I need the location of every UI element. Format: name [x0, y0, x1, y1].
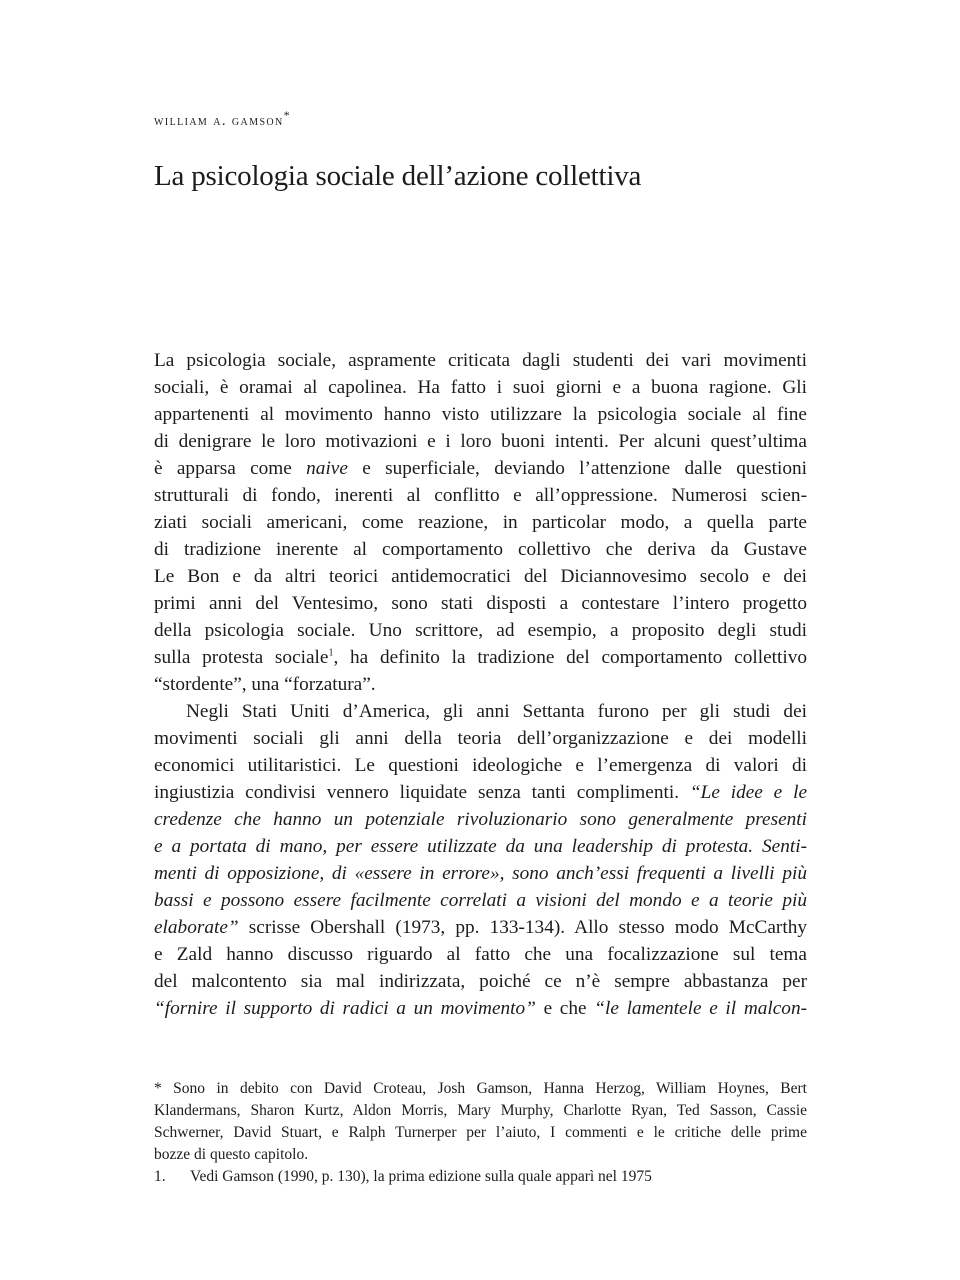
author-name: william a. gamson — [154, 112, 284, 129]
footnote-ref: 1 — [328, 647, 334, 659]
italic-text: e a portata di mano, per essere utilizzate da una leadership di protesta. Senti- — [154, 836, 807, 857]
body-line: movimenti sociali gli anni della teoria dell’organizzazione e dei modelli — [154, 728, 807, 749]
body-line — [154, 833, 807, 860]
body-line — [154, 995, 807, 1022]
body-line — [154, 644, 807, 671]
body-line: sociali, è oramai al capolinea. Ha fatto i suoi giorni e a buona ragione. Gli — [154, 377, 807, 398]
body-line: e Zald hanno discusso riguardo al fatto che una focalizzazione sul tema — [154, 944, 807, 965]
footnote-1-number: 1. — [154, 1168, 166, 1185]
italic-text: naive — [306, 458, 348, 479]
body-line: ziati sociali americani, come reazione, in particolar modo, a quella parte — [154, 512, 807, 533]
body-line: Le Bon e da altri teorici antidemocratici del Diciannovesimo secolo e dei — [154, 566, 807, 587]
body-text-segment: ingiustizia condivisi vennero liquidate senza tanti complimenti. — [154, 782, 690, 803]
body-line: primi anni del Ventesimo, sono stati disposti a contestare l’intero progetto — [154, 593, 807, 614]
body-text-segment: sulla protesta sociale — [154, 647, 329, 668]
footnote-star-line: bozze di questo capitolo. — [154, 1146, 309, 1163]
body-line — [154, 860, 807, 887]
body-line — [154, 779, 807, 806]
body-text — [154, 347, 807, 1022]
body-line: di tradizione inerente al comportamento collettivo che deriva da Gustave — [154, 539, 807, 560]
body-line: del malcontento sia mal indirizzata, poiché ce n’è sempre abbastanza per — [154, 971, 807, 992]
body-line: La psicologia sociale, aspramente criticata dagli studenti dei vari movimenti — [154, 350, 807, 371]
body-text-segment: e superficiale, deviando l’attenzione dalle questioni — [347, 458, 807, 479]
body-line: di denigrare le loro motivazioni e i loro buoni intenti. Per alcuni quest’ultima — [154, 431, 807, 452]
italic-text: “fornire il supporto di radici a un movimento” — [154, 998, 536, 1019]
body-text-segment: e che — [535, 998, 595, 1019]
footnote-1 — [154, 1166, 807, 1188]
body-text-segment: scrisse Obershall (1973, pp. 133-134). Allo stesso modo McCarthy — [238, 917, 807, 938]
footnotes — [154, 1078, 807, 1188]
body-line — [154, 914, 807, 941]
chapter-title: La psicologia sociale dell’azione collettiva — [154, 160, 642, 192]
italic-text: “le lamentele e il malcon- — [594, 998, 807, 1019]
chapter-author — [154, 108, 291, 130]
italic-text: “Le idee e le — [689, 782, 807, 803]
footnote-star-line: Schwerner, David Stuart, e Ralph Turnerper per l’aiuto, I commenti e le critiche delle prime — [154, 1124, 807, 1141]
body-line — [154, 455, 807, 482]
body-text-segment: è apparsa come — [154, 458, 307, 479]
italic-text: bassi e possono essere facilmente correlati a visioni del mondo e a teorie più — [154, 890, 807, 911]
footnote-1-text: Vedi Gamson (1990, p. 130), la prima edizione sulla quale apparì nel 1975 — [190, 1168, 652, 1185]
body-line: strutturali di fondo, inerenti al conflitto e all’oppressione. Numerosi scien- — [154, 485, 807, 506]
author-footnote-mark: * — [283, 108, 292, 122]
body-line — [154, 806, 807, 833]
italic-text: credenze che hanno un potenziale rivoluzionario sono generalmente presenti — [154, 809, 807, 830]
body-text-segment: , ha definito la tradizione del comportamento collettivo — [333, 647, 807, 668]
footnote-star-line: Klandermans, Sharon Kurtz, Aldon Morris, Mary Murphy, Charlotte Ryan, Ted Sasson, Cassie — [154, 1102, 807, 1119]
body-line: “stordente”, una “forzatura”. — [154, 674, 376, 695]
body-line: economici utilitaristici. Le questioni ideologiche e l’emergenza di valori di — [154, 755, 807, 776]
body-line — [154, 887, 807, 914]
body-line: appartenenti al movimento hanno visto utilizzare la psicologia sociale al fine — [154, 404, 807, 425]
italic-text: elaborate” — [154, 917, 239, 938]
italic-text: menti di opposizione, di «essere in errore», sono anch’essi frequenti a livelli più — [154, 863, 807, 884]
body-line: Negli Stati Uniti d’America, gli anni Settanta furono per gli studi dei — [186, 701, 807, 722]
body-line: della psicologia sociale. Uno scrittore, ad esempio, a proposito degli studi — [154, 620, 807, 641]
footnote-star-line: * Sono in debito con David Croteau, Josh Gamson, Hanna Herzog, William Hoynes, Bert — [154, 1080, 807, 1097]
